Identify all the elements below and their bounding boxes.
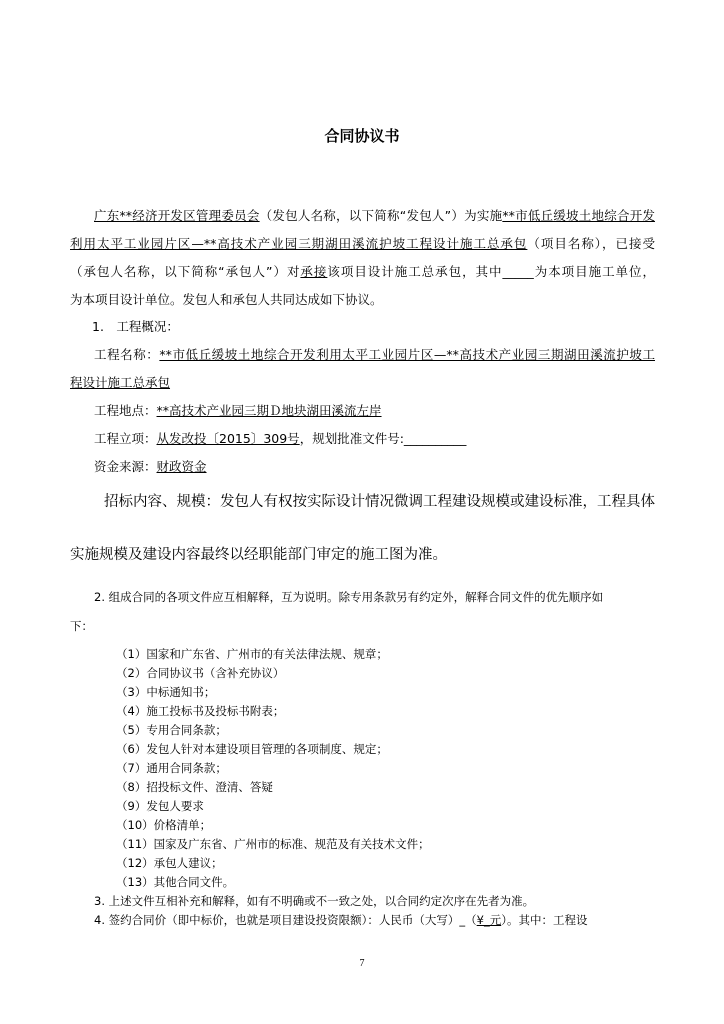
preamble-text: 该项目设计施工总承包，其中	[327, 264, 503, 279]
project-approval-label: 工程立项：	[94, 431, 157, 446]
project-approval-value: 从发改投〔2015〕309号	[156, 431, 300, 446]
project-name-value: 程设计施工总承包	[70, 375, 171, 390]
fund-source-value: 财政资金	[156, 459, 207, 474]
list-item: （4）施工投标书及投标书附表；	[116, 704, 285, 718]
fund-source-label: 资金来源：	[94, 459, 157, 474]
scope-line-1: 招标内容、规模：发包人有权按实际设计情况微调工程建设规模或建设标准，工程具体	[104, 494, 655, 510]
project-name-label: 工程名称：	[94, 347, 160, 362]
contract-price-blank: ¥_元	[476, 913, 502, 927]
list-item: （12）承包人建议；	[116, 856, 223, 870]
project-name-part: **市低丘缓坡土地综合开发	[502, 208, 655, 223]
preamble-line-1	[70, 207, 655, 225]
project-name-part: 利用太平工业园片区—**高技术产业园三期湖田溪流护坡工程设计施工总承包	[70, 236, 528, 251]
list-item: （10）价格清单；	[116, 818, 212, 832]
list-item: （2）合同协议书（含补充协议）	[116, 666, 285, 680]
preamble-line-3	[70, 263, 655, 281]
preamble-line-2	[70, 235, 655, 253]
section-4-text: 4. 签约合同价（即中标价，也就是项目建设投资限额）：人民币（大写）	[94, 913, 460, 927]
preamble-text: 为本项目施工单位，	[533, 264, 655, 279]
section-4-blank: _（	[459, 913, 477, 927]
document-title: 合同协议书	[324, 127, 400, 145]
construction-unit-blank: _____	[502, 264, 534, 279]
section-4	[94, 911, 587, 929]
approval-file-blank: __________	[403, 431, 467, 446]
list-item: （11）国家及广东省、广州市的标准、规范及有关技术文件；	[116, 837, 430, 851]
scope-line-2: 实施规模及建设内容最终以经职能部门审定的施工图为准。	[70, 547, 447, 563]
project-location-label: 工程地点：	[94, 403, 157, 418]
project-name-line-2	[70, 374, 170, 392]
list-item: （3）中标通知书；	[116, 685, 216, 699]
preamble-text: （项目名称），已接受	[527, 236, 655, 251]
list-item: （6）发包人针对本建设项目管理的各项制度、规定；	[116, 742, 388, 756]
page-number: 7	[359, 958, 365, 969]
fund-source	[94, 458, 207, 476]
approval-text: ，规划批准文件号:	[299, 431, 404, 446]
list-item: （1）国家和广东省、广州市的有关法律法规、规章；	[116, 647, 388, 661]
project-name-value: **市低丘缓坡土地综合开发利用太平工业园片区—**高技术产业园三期湖田溪流护坡工	[159, 347, 655, 362]
list-item: （8）招投标文件、澄清、答疑	[116, 780, 273, 794]
preamble-text: （发包人名称，以下简称“发包人”）为实施	[259, 208, 503, 223]
contractor-placeholder: 承接	[300, 264, 328, 279]
project-approval	[94, 430, 466, 448]
project-name-line-1	[70, 346, 655, 364]
section-4-text: ）。其中：工程设	[501, 913, 588, 927]
preamble-line-4: 为本项目设计单位。发包人和承包人共同达成如下协议。	[70, 292, 383, 307]
list-item: （9）发包人要求	[116, 799, 204, 813]
section-2-line-1: 2. 组成合同的各项文件应互相解释，互为说明。除专用条款另有约定外，解释合同文件的优先顺序如	[94, 590, 604, 604]
section-3: 3. 上述文件互相补充和解释，如有不明确或不一致之处，以合同约定次序在先者为准。	[94, 894, 535, 908]
project-location	[94, 402, 382, 420]
preamble-text: （承包人名称，以下简称“承包人”）对	[70, 264, 301, 279]
list-item: （13）其他合同文件。	[116, 875, 235, 889]
list-item: （5）专用合同条款；	[116, 723, 227, 737]
employer-name: 广东**经济开发区管理委员会	[94, 208, 260, 223]
section-2-line-2: 下：	[70, 619, 93, 633]
list-item: （7）通用合同条款；	[116, 761, 227, 775]
overview-heading: 1. 工程概况：	[92, 319, 179, 334]
project-location-value: **高技术产业园三期Ｄ地块湖田溪流左岸	[156, 403, 382, 418]
